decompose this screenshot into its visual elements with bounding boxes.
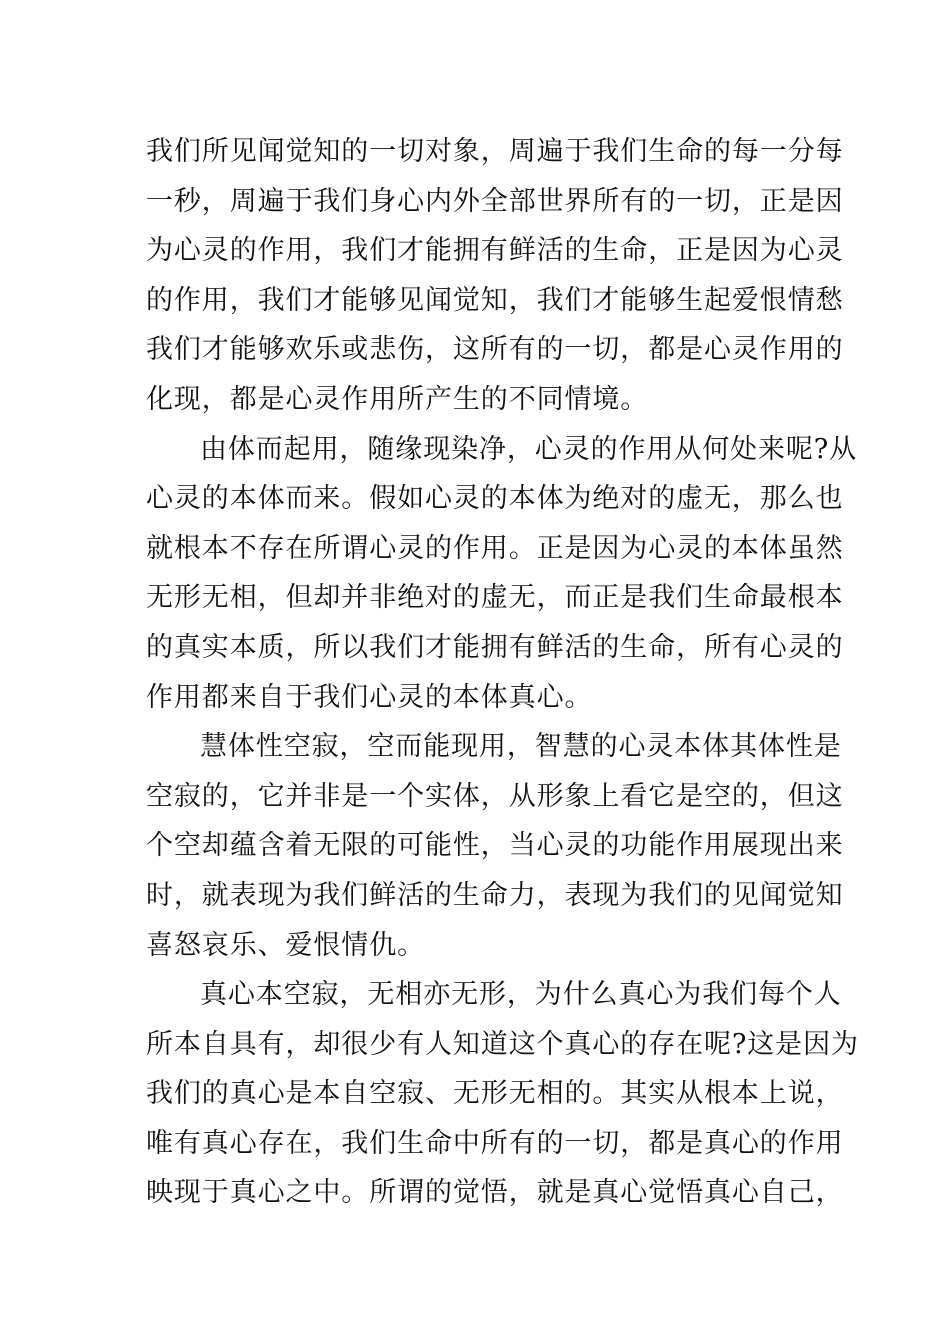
paragraph-first-line: 真心本空寂，无相亦无形，为什么真心为我们每个人 (200, 979, 842, 1011)
text-line: 时，就表现为我们鲜活的生命力，表现为我们的见闻觉知 (146, 879, 844, 911)
text-line: 唯有真心存在，我们生命中所有的一切，都是真心的作用 (146, 1127, 844, 1159)
text-line: 一秒，周遍于我们身心内外全部世界所有的一切，正是因 (146, 185, 844, 217)
text-line: 的作用，我们才能够见闻觉知，我们才能够生起爱恨情愁 (146, 284, 844, 316)
paragraph-first-line: 由体而起用，随缘现染净，心灵的作用从何处来呢?从 (200, 433, 858, 465)
paragraph-first-line: 慧体性空寂，空而能现用，智慧的心灵本体其体性是 (200, 731, 842, 763)
text-line: 化现，都是心灵作用所产生的不同情境。 (146, 383, 649, 415)
text-line: 作用都来自于我们心灵的本体真心。 (146, 681, 593, 713)
text-line: 为心灵的作用，我们才能拥有鲜活的生命，正是因为心灵 (146, 235, 844, 267)
text-line: 所本自具有，却很少有人知道这个真心的存在呢?这是因为 (146, 1028, 859, 1060)
text-line: 我们才能够欢乐或悲伤，这所有的一切，都是心灵作用的 (146, 334, 844, 366)
text-line: 我们的真心是本自空寂、无形无相的。其实从根本上说， (146, 1078, 844, 1110)
text-line: 就根本不存在所谓心灵的作用。正是因为心灵的本体虽然 (146, 532, 844, 564)
text-line: 无形无相，但却并非绝对的虚无，而正是我们生命最根本 (146, 582, 844, 614)
text-line: 空寂的，它并非是一个实体，从形象上看它是空的，但这 (146, 780, 844, 812)
text-line: 映现于真心之中。所谓的觉悟，就是真心觉悟真心自己， (146, 1177, 844, 1209)
body-text (146, 127, 859, 1218)
text-line: 的真实本质，所以我们才能拥有鲜活的生命，所有心灵的 (146, 631, 844, 663)
text-line: 心灵的本体而来。假如心灵的本体为绝对的虚无，那么也 (146, 483, 844, 515)
text-line: 我们所见闻觉知的一切对象，周遍于我们生命的每一分每 (146, 136, 844, 167)
text-line: 个空却蕴含着无限的可能性，当心灵的功能作用展现出来 (146, 830, 844, 862)
text-line: 喜怒哀乐、爱恨情仇。 (146, 929, 425, 961)
